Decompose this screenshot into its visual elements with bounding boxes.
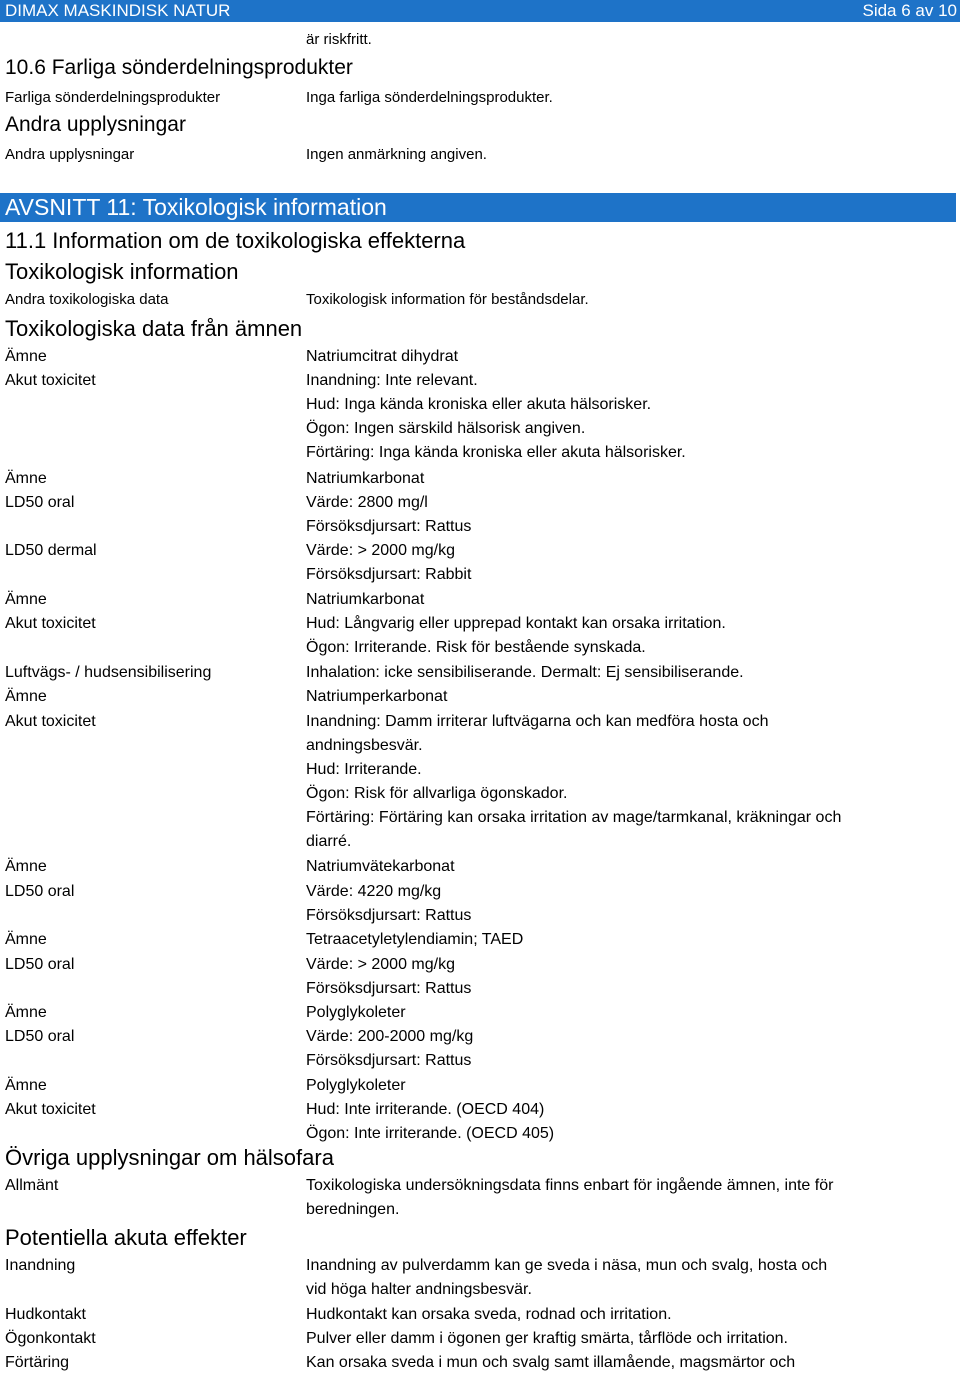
field-value: Toxikologisk information för beståndsdelar.	[306, 291, 589, 308]
field-value: Inga farliga sönderdelningsprodukter.	[306, 89, 553, 106]
field-label: Allmänt	[5, 1177, 59, 1194]
row-value	[306, 369, 906, 465]
value-line: Värde: > 2000 mg/kg	[306, 955, 455, 973]
value-line: Ögon: Inte irriterande. (OECD 405)	[306, 1125, 555, 1143]
row-label: Inandning	[5, 1257, 76, 1274]
row-label: Ämne	[5, 1077, 47, 1094]
value-line: Försöksdjursart: Rattus	[306, 1052, 472, 1070]
section-11-title: AVSNITT 11: Toxikologisk information	[5, 194, 387, 220]
value-line: Förtäring: Förtäring kan orsaka irritation av mage/tarmkanal, kräkningar och	[306, 808, 842, 826]
value-line: Värde: 200-2000 mg/kg	[306, 1028, 474, 1046]
page-number: Sida 6 av 10	[862, 1, 957, 20]
row-value	[306, 710, 906, 854]
row-label: LD50 oral	[5, 1028, 75, 1046]
field-value	[306, 1174, 906, 1222]
value-line: Tetraacetyletylendiamin; TAED	[306, 931, 524, 949]
row-label: Akut toxicitet	[5, 615, 96, 633]
row-label: Hudkontakt	[5, 1305, 86, 1323]
value-line: Försöksdjursart: Rattus	[306, 979, 472, 997]
row-value	[306, 1074, 906, 1098]
value-line: Hudkontakt kan orsaka sveda, rodnad och irritation.	[306, 1305, 672, 1323]
row-value	[306, 855, 906, 879]
row-value	[306, 953, 906, 1001]
value-line: Försöksdjursart: Rattus	[306, 906, 472, 924]
row-value	[306, 612, 906, 660]
row-label: Ämne	[5, 858, 47, 876]
row-value	[306, 1303, 906, 1327]
row-label: Luftvägs- / hudsensibilisering	[5, 663, 212, 681]
value-line: Kan orsaka sveda i mun och svalg samt illamående, magsmärtor och	[306, 1354, 796, 1372]
row-label: Akut toxicitet	[5, 1101, 96, 1119]
row-value	[306, 467, 906, 491]
heading-ovriga-upplysningar: Övriga upplysningar om hälsofara	[5, 1145, 334, 1170]
row-value	[306, 491, 906, 539]
value-line: Värde: 4220 mg/kg	[306, 882, 442, 900]
value-line: Värde: > 2000 mg/kg	[306, 542, 455, 560]
value-line: Inandning: Inte relevant.	[306, 372, 478, 390]
row-label: Ögonkontakt	[5, 1329, 96, 1347]
row-value	[306, 539, 906, 587]
row-label: Ämne	[5, 688, 47, 706]
value-line: Försöksdjursart: Rattus	[306, 517, 472, 535]
value-line: Ögon: Risk för allvarliga ögonskador.	[306, 784, 568, 802]
value-line: Pulver eller damm i ögonen ger kraftig smärta, tårflöde och irritation.	[306, 1329, 788, 1347]
row-label: Ämne	[5, 469, 47, 487]
heading-10-6: 10.6 Farliga sönderdelningsprodukter	[5, 56, 353, 79]
value-line: andningsbesvär.	[306, 736, 423, 754]
row-value	[306, 1254, 906, 1302]
value-line: Inandning av pulverdamm kan ge sveda i näsa, mun och svalg, hosta och	[306, 1257, 828, 1274]
heading-andra-upplysningar: Andra upplysningar	[5, 113, 186, 136]
row-label: Förtäring	[5, 1354, 70, 1372]
value-line: Polyglykoleter	[306, 1004, 406, 1022]
document-header	[0, 0, 960, 22]
value-line: Natriumkarbonat	[306, 591, 425, 608]
field-label: Andra upplysningar	[5, 146, 135, 163]
row-value	[306, 1327, 906, 1351]
row-label: LD50 oral	[5, 493, 75, 511]
row-value	[306, 1351, 906, 1375]
heading-potentiella-akuta-effekter: Potentiella akuta effekter	[5, 1225, 247, 1250]
value-line: Natriumcitrat dihydrat	[306, 348, 459, 365]
row-value	[306, 928, 906, 952]
row-value	[306, 1025, 906, 1073]
value-line: diarré.	[306, 832, 352, 850]
row-label: Ämne	[5, 931, 47, 949]
field-label: Farliga sönderdelningsprodukter	[5, 89, 221, 106]
value-line: vid höga halter andningsbesvär.	[306, 1281, 532, 1298]
value-line: Inandning: Damm irriterar luftvägarna och kan medföra hosta och	[306, 712, 769, 730]
value-line: Natriumvätekarbonat	[306, 858, 455, 876]
value-line: Polyglykoleter	[306, 1077, 406, 1094]
row-label: Ämne	[5, 348, 47, 365]
value-line: Försöksdjursart: Rabbit	[306, 566, 472, 584]
value-line: Hud: Långvarig eller upprepad kontakt kan orsaka irritation.	[306, 615, 726, 633]
continuation-text: är riskfritt.	[306, 31, 372, 48]
value-line: Inhalation: icke sensibiliserande. Dermalt: Ej sensibiliserande.	[306, 663, 744, 681]
value-line: beredningen.	[306, 1201, 400, 1218]
row-value	[306, 661, 906, 685]
row-label: LD50 oral	[5, 882, 75, 900]
row-label: Ämne	[5, 591, 47, 608]
row-value	[306, 588, 906, 612]
row-value	[306, 880, 906, 928]
heading-11-1: 11.1 Information om de toxikologiska effekterna	[5, 228, 466, 253]
value-line: Natriumkarbonat	[306, 469, 425, 487]
value-line: Ögon: Irriterande. Risk för bestående synskada.	[306, 639, 646, 657]
row-label: LD50 oral	[5, 955, 75, 973]
value-line: Hud: Inga kända kroniska eller akuta hälsorisker.	[306, 396, 652, 414]
value-line: Hud: Irriterande.	[306, 760, 422, 778]
row-label: Akut toxicitet	[5, 372, 96, 390]
row-label: Ämne	[5, 1004, 47, 1022]
value-line: Förtäring: Inga kända kroniska eller akuta hälsorisker.	[306, 444, 686, 462]
value-line: Ögon: Ingen särskild hälsorisk angiven.	[306, 420, 586, 438]
document-title: DIMAX MASKINDISK NATUR	[5, 1, 231, 20]
row-value	[306, 685, 906, 709]
heading-toxikologiska-data: Toxikologiska data från ämnen	[5, 316, 303, 341]
row-value	[306, 1001, 906, 1025]
value-line: Toxikologiska undersökningsdata finns enbart för ingående ämnen, inte för	[306, 1177, 834, 1194]
row-value	[306, 1098, 906, 1146]
section-11-bar	[0, 193, 956, 222]
row-label: Akut toxicitet	[5, 712, 96, 730]
row-label: LD50 dermal	[5, 542, 97, 560]
value-line: Hud: Inte irriterande. (OECD 404)	[306, 1101, 545, 1119]
value-line: Natriumperkarbonat	[306, 688, 448, 706]
field-value: Ingen anmärkning angiven.	[306, 146, 487, 163]
value-line: Värde: 2800 mg/l	[306, 493, 428, 511]
row-value	[306, 345, 906, 369]
field-label: Andra toxikologiska data	[5, 291, 169, 308]
subheading-toxikologisk-information: Toxikologisk information	[5, 259, 239, 284]
